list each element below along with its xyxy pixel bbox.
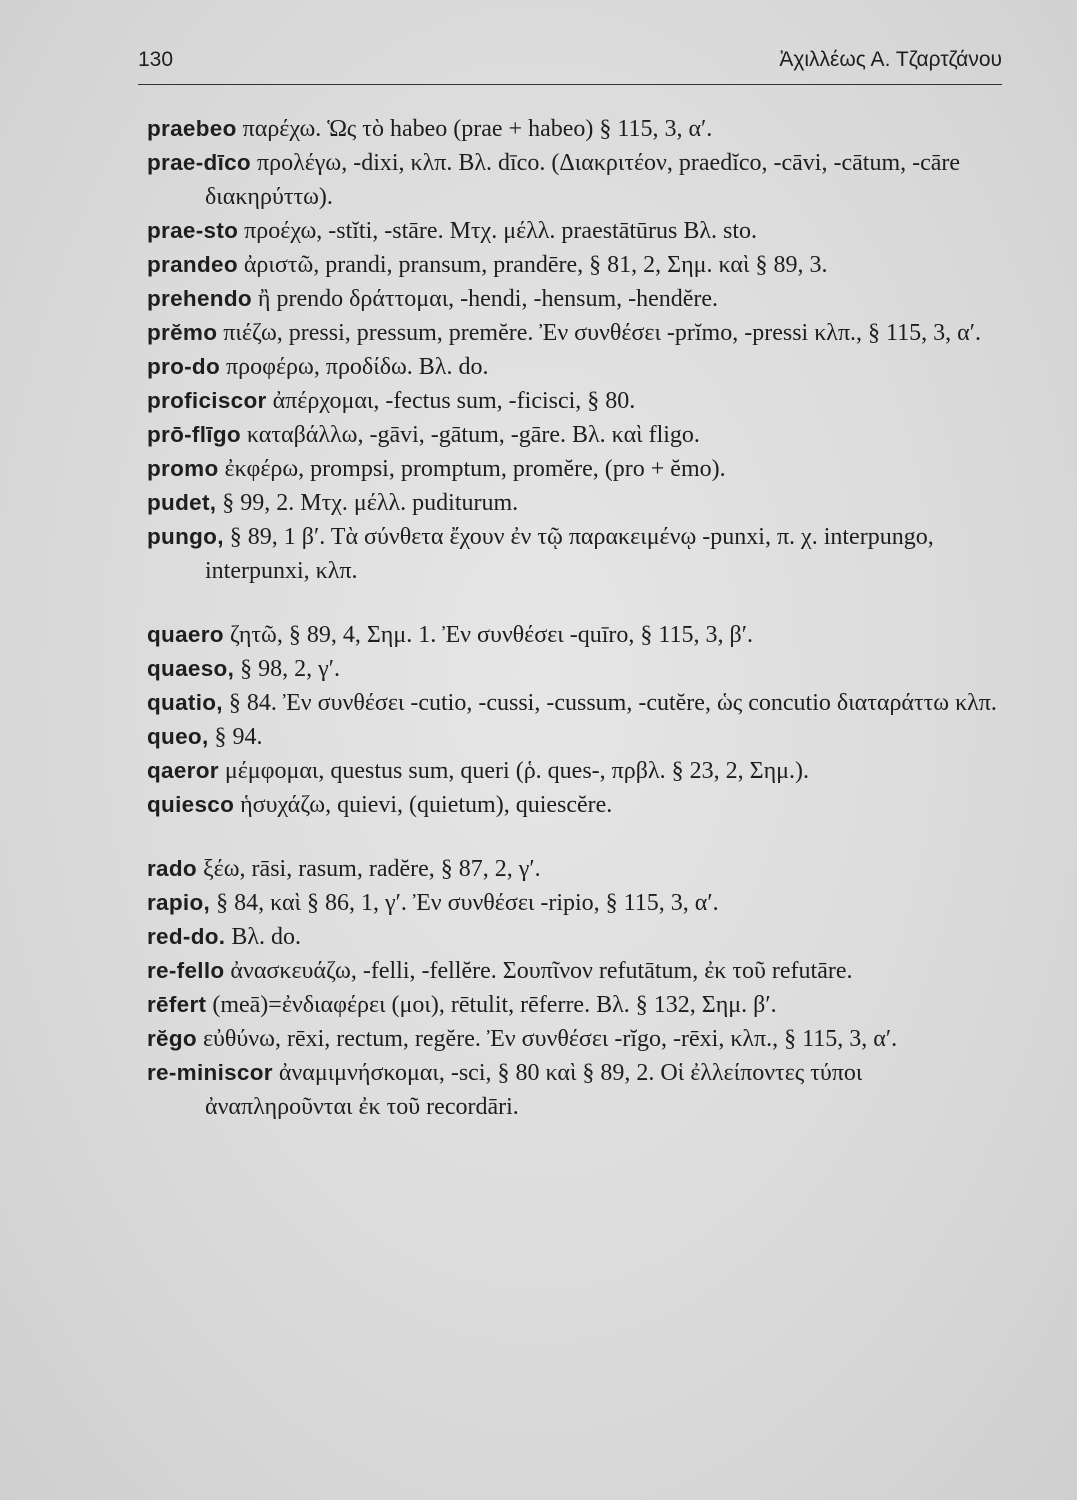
entry-headword: rĕgo <box>147 1026 197 1051</box>
dictionary-entries <box>147 112 1007 1124</box>
entry-definition: ἀνασκευάζω, -felli, -fellĕre. Σουπῖνον refutātum, ἐκ τοῦ refutāre. <box>224 958 853 984</box>
dictionary-entry <box>147 754 1007 788</box>
entry-headword: quiesco <box>147 792 235 817</box>
entry-definition: μέμφομαι, questus sum, queri (ῥ. ques-, πρβλ. § 23, 2, Σημ.). <box>218 758 809 784</box>
dictionary-entry <box>147 452 1007 486</box>
page-header <box>138 44 1002 85</box>
entry-definition: εὐθύνω, rēxi, rectum, regĕre. Ἐν συνθέσει -rĭgo, -rēxi, κλπ., § 115, 3, α′. <box>196 1026 898 1052</box>
entry-definition: § 99, 2. Μτχ. μέλλ. puditurum. <box>216 490 519 516</box>
dictionary-entry <box>147 1056 1007 1124</box>
dictionary-entry <box>147 520 1007 588</box>
running-title: Ἀχιλλέως Α. Τζαρτζάνου <box>779 48 1002 71</box>
dictionary-entry <box>147 282 1007 316</box>
dictionary-entry <box>147 886 1007 920</box>
dictionary-entry <box>147 618 1007 652</box>
entry-headword: quaero <box>147 622 224 647</box>
dictionary-entry <box>147 316 1007 350</box>
dictionary-entry <box>147 486 1007 520</box>
entry-definition: ζητῶ, § 89, 4, Σημ. 1. Ἐν συνθέσει -quīro, § 115, 3, β′. <box>223 622 753 648</box>
dictionary-entry <box>147 1022 1007 1056</box>
entry-definition: προλέγω, -dixi, κλπ. Βλ. dīco. (Διακριτέον, praedĭco, -cāvi, -cātum, -cāre διακηρύττω). <box>205 150 961 210</box>
entry-definition: πιέζω, pressi, pressum, premĕre. Ἐν συνθέσει -prĭmo, -pressi κλπ., § 115, 3, α′. <box>217 320 981 346</box>
dictionary-entry <box>147 652 1007 686</box>
entry-headword: red-do. <box>147 924 226 949</box>
entry-definition: παρέχω. Ὡς τὸ habeo (prae + habeo) § 115, 3, α′. <box>236 116 713 142</box>
entry-definition: Βλ. do. <box>225 924 302 950</box>
entry-headword: pudet, <box>147 490 217 515</box>
dictionary-entry <box>147 112 1007 146</box>
entry-definition: ἀπέρχομαι, -fectus sum, -ficisci, § 80. <box>266 388 636 414</box>
entry-headword: prae-dīco <box>147 150 251 175</box>
entry-headword: proficiscor <box>147 388 267 413</box>
entry-headword: qaeror <box>147 758 219 783</box>
dictionary-entry <box>147 852 1007 886</box>
entry-headword: prĕmo <box>147 320 218 345</box>
entry-headword: rado <box>147 856 197 881</box>
dictionary-entry <box>147 214 1007 248</box>
entry-headword: quaeso, <box>147 656 235 681</box>
entry-headword: queo, <box>147 724 209 749</box>
entry-definition: § 94. <box>208 724 263 750</box>
entry-definition: καταβάλλω, -gāvi, -gātum, -gāre. Βλ. καὶ fligo. <box>240 422 700 448</box>
entry-definition: ἀριστῶ, prandi, pransum, prandēre, § 81, 2, Σημ. καὶ § 89, 3. <box>237 252 828 278</box>
entry-headword: re-miniscor <box>147 1060 273 1085</box>
entry-headword: praebeo <box>147 116 237 141</box>
entry-headword: pungo, <box>147 524 224 549</box>
entry-headword: re-fello <box>147 958 225 983</box>
entry-definition: ξέω, rāsi, rasum, radĕre, § 87, 2, γ′. <box>196 856 541 882</box>
dictionary-entry <box>147 720 1007 754</box>
dictionary-entry <box>147 686 1007 720</box>
entry-headword: promo <box>147 456 219 481</box>
dictionary-entry <box>147 988 1007 1022</box>
entry-headword: prandeo <box>147 252 238 277</box>
dictionary-entry <box>147 920 1007 954</box>
entry-headword: rapio, <box>147 890 211 915</box>
entry-definition: (meā)=ἐνδιαφέρει (μοι), rētulit, rēferre. Βλ. § 132, Σημ. β′. <box>206 992 777 1018</box>
dictionary-entry <box>147 418 1007 452</box>
page-number: 130 <box>138 48 174 71</box>
dictionary-entry <box>147 384 1007 418</box>
dictionary-entry <box>147 788 1007 822</box>
entry-definition: § 84. Ἐν συνθέσει -cutio, -cussi, -cussum, -cutĕre, ὡς concutio διαταράττω κλπ. <box>222 690 997 716</box>
entry-headword: quatio, <box>147 690 223 715</box>
entry-definition: προφέρω, προδίδω. Βλ. do. <box>220 354 489 380</box>
section-gap <box>147 822 1007 852</box>
dictionary-entry <box>147 350 1007 384</box>
entry-headword: prō-flīgo <box>147 422 241 447</box>
entry-headword: pro-do <box>147 354 221 379</box>
entry-definition: ἡσυχάζω, quievi, (quietum), quiescĕre. <box>234 792 613 818</box>
entry-headword: rēfert <box>147 992 207 1017</box>
entry-definition: § 84, καὶ § 86, 1, γ′. Ἐν συνθέσει -ripio, § 115, 3, α′. <box>210 890 719 916</box>
dictionary-entry <box>147 146 1007 214</box>
entry-definition: προέχω, -stĭti, -stāre. Μτχ. μέλλ. praestātūrus Βλ. sto. <box>238 218 758 244</box>
entry-definition: ἀναμιμνήσκομαι, -sci, § 80 καὶ § 89, 2. Οἱ ἐλλείποντες τύποι ἀναπληροῦνται ἐκ τοῦ recordāri. <box>205 1060 863 1120</box>
entry-definition: § 98, 2, γ′. <box>234 656 340 682</box>
entry-definition: § 89, 1 β′. Τὰ σύνθετα ἔχουν ἐν τῷ παρακειμένῳ -punxi, π. χ. interpungo, interpunxi, κλπ. <box>205 524 934 584</box>
entry-headword: prae-sto <box>147 218 239 243</box>
entry-definition: ἢ prendo δράττομαι, -hendi, -hensum, -hendĕre. <box>251 286 719 312</box>
entry-headword: prehendo <box>147 286 252 311</box>
dictionary-entry <box>147 954 1007 988</box>
section-gap <box>147 588 1007 618</box>
dictionary-entry <box>147 248 1007 282</box>
entry-definition: ἐκφέρω, prompsi, promptum, promĕre, (pro + ĕmo). <box>218 456 726 482</box>
